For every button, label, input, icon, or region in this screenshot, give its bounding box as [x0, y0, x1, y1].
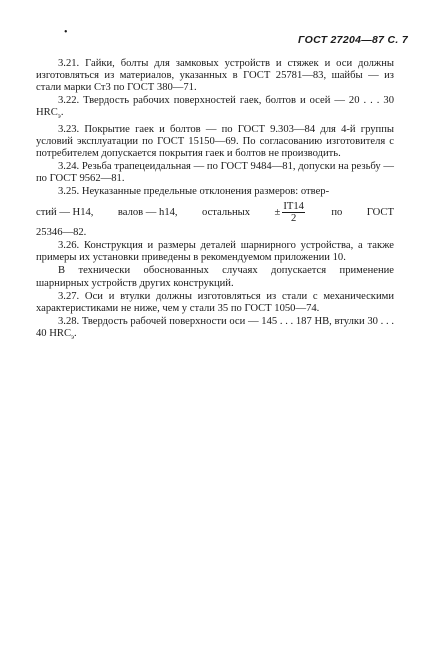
paragraph-3-25-end: 25346—82.: [36, 227, 87, 239]
fraction: [282, 201, 305, 224]
paragraph-3-26: 3.26. Конструкция и размеры деталей шарнирного устройства, а также примеры их установки приведены в рекомендуемом приложении 10.: [36, 240, 394, 264]
margin-mark: •: [64, 27, 68, 38]
document-body: [36, 58, 394, 344]
paragraph-3-22: [36, 95, 394, 122]
shafts-tolerance: валов — h14,: [117, 206, 178, 218]
tolerance-formula: [275, 201, 307, 224]
paragraph-3-26-note: В технически обоснованных случаях допускается применение шарнирных устройств других конструкций.: [36, 265, 394, 289]
paragraph-3-28-end: .: [74, 327, 77, 339]
paragraph-3-28: [36, 316, 394, 343]
paragraph-3-21: 3.21. Гайки, болты для замковых устройств и стяжек и оси должны изготовляться из материалов, указанных в ГОСТ 25781—83, шайбы — из стали марки Ст3 по ГОСТ 380—71.: [36, 58, 394, 94]
po-word: по: [331, 206, 343, 218]
gost-word: ГОСТ: [366, 206, 394, 218]
paragraph-3-22-text: 3.22. Твердость рабочих поверхностей гаек, болтов и осей — 20 . . . 30 HRC: [36, 95, 394, 119]
hrc-subscript-2: э: [71, 333, 75, 341]
page-header: ГОСТ 27204—87 С. 7: [298, 34, 408, 46]
holes-tolerance: стий — Н14,: [36, 206, 94, 218]
paragraph-3-25: 3.25. Неуказанные предельные отклонения размеров: отвер-: [58, 186, 330, 198]
paragraph-3-28-text: 3.28. Твердость рабочей поверхности оси — 145 . . . 187 НВ, втулки 30 . . . 40 HRC: [36, 315, 394, 339]
fraction-denominator: 2: [290, 213, 297, 225]
fraction-numerator: IT14: [283, 201, 304, 213]
paragraph-3-24: 3.24. Резьба трапецеидальная — по ГОСТ 9484—81, допуски на резьбу — по ГОСТ 9562—81.: [36, 160, 394, 184]
hrc-subscript: э: [57, 112, 61, 121]
paragraph-3-23: 3.23. Покрытие гаек и болтов — по ГОСТ 9.303—84 для 4-й группы условий эксплуатации по ГОСТ 15150—69. По согласованию изготовителя с потребителем допускается покрытия гаек и болтов не производить.: [36, 123, 394, 159]
paragraph-3-22-end: .: [60, 107, 64, 119]
paragraph-3-27: 3.27. Оси и втулки должны изготовляться из стали с механическими характеристиками не ниже, чем у стали 35 по ГОСТ 1050—74.: [36, 290, 394, 314]
tolerance-row: [36, 201, 394, 224]
other-tolerance-label: остальных: [202, 206, 251, 218]
plus-minus-sign: ±: [274, 206, 281, 218]
